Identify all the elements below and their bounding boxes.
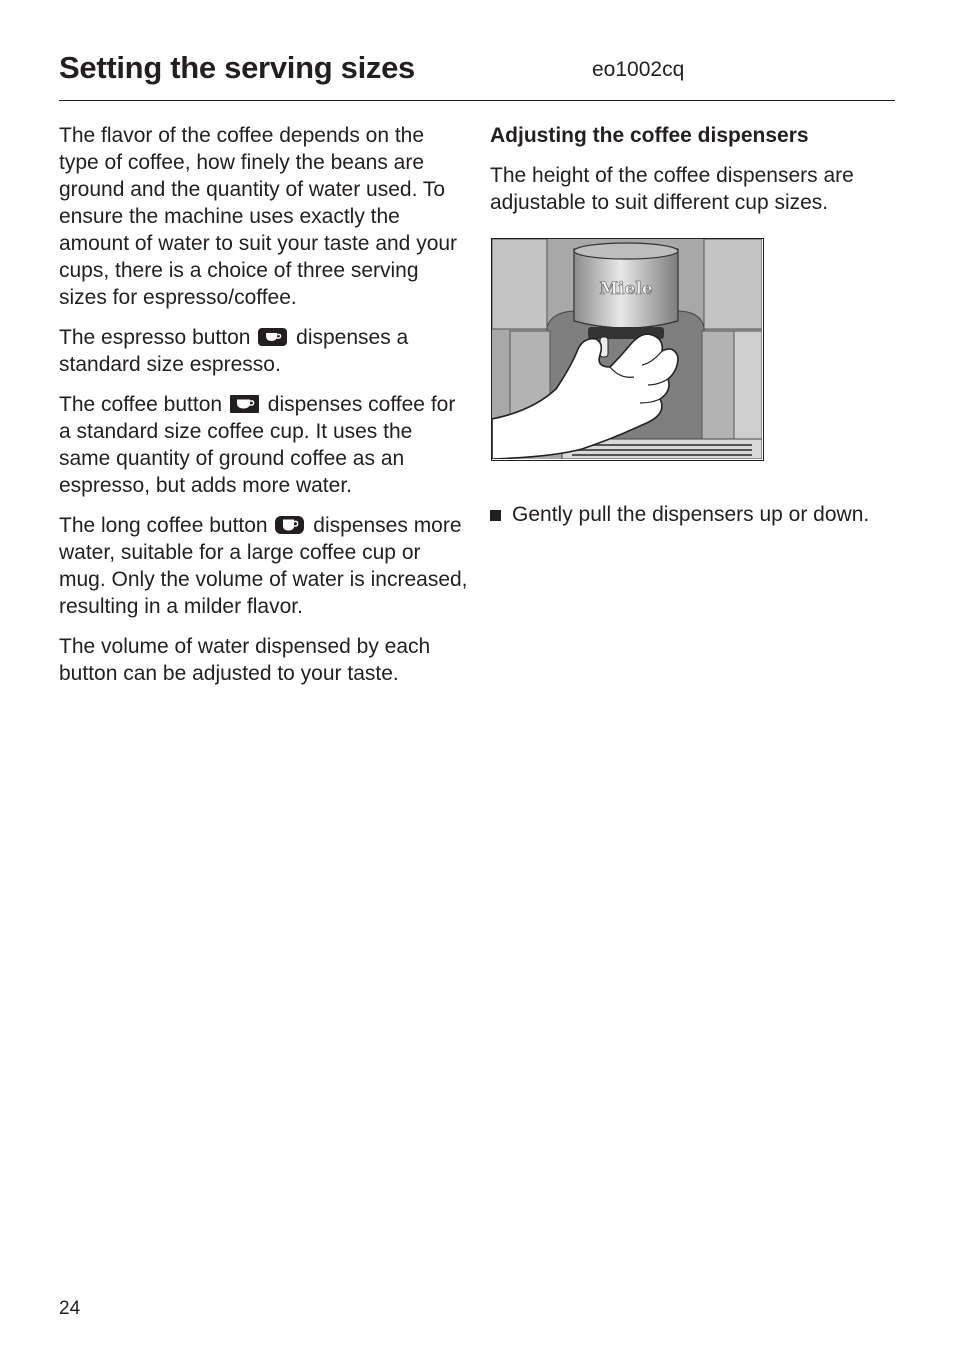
instruction-step [490, 501, 890, 528]
espresso-text-before: The espresso button [59, 326, 251, 349]
long-coffee-text-before: The long coffee button [59, 514, 268, 537]
right-column [490, 122, 900, 229]
page-number: 24 [59, 1298, 81, 1319]
instruction-text: Gently pull the dispensers up or down. [512, 503, 870, 526]
espresso-text-after: dispenses a standard size espresso. [59, 326, 409, 376]
long-coffee-text-after: dispenses more water, suitable for a large coffee cup or mug. Only the volume of water is increased, resulting in a milder flavor. [59, 514, 468, 618]
bullet-square-icon [490, 510, 501, 521]
coffee-text-after: dispenses coffee for a standard size coffee cup. It uses the same quantity of ground coffee as an espresso, but adds more water. [59, 393, 456, 497]
header-rule [59, 100, 895, 101]
coffee-text-before: The coffee button [59, 393, 223, 416]
volume-paragraph: The volume of water dispensed by each button can be adjusted to your taste. [59, 635, 431, 685]
long-coffee-paragraph [59, 512, 469, 620]
coffee-cup-icon [230, 395, 259, 413]
espresso-cup-icon [258, 328, 287, 346]
intro-paragraph: The flavor of the coffee depends on the type of coffee, how finely the beans are ground and the quantity of water used. To ensure the machine uses exactly the amount of water to suit your taste and your cups, there is a choice of three serving sizes for espresso/coffee. [59, 124, 458, 309]
dispenser-drawing [492, 239, 762, 459]
coffee-paragraph [59, 391, 469, 499]
dispenser-paragraph: The height of the coffee dispensers are adjustable to suit different cup sizes. [490, 164, 854, 214]
document-id: eo1002cq [592, 58, 685, 81]
espresso-paragraph [59, 324, 469, 378]
long-coffee-cup-icon [275, 516, 304, 534]
section-subheading: Adjusting the coffee dispensers [490, 124, 809, 147]
left-column [59, 122, 469, 700]
page-title: Setting the serving sizes [59, 50, 415, 85]
dispenser-illustration [491, 238, 764, 461]
brand-logo: Miele [599, 279, 653, 299]
